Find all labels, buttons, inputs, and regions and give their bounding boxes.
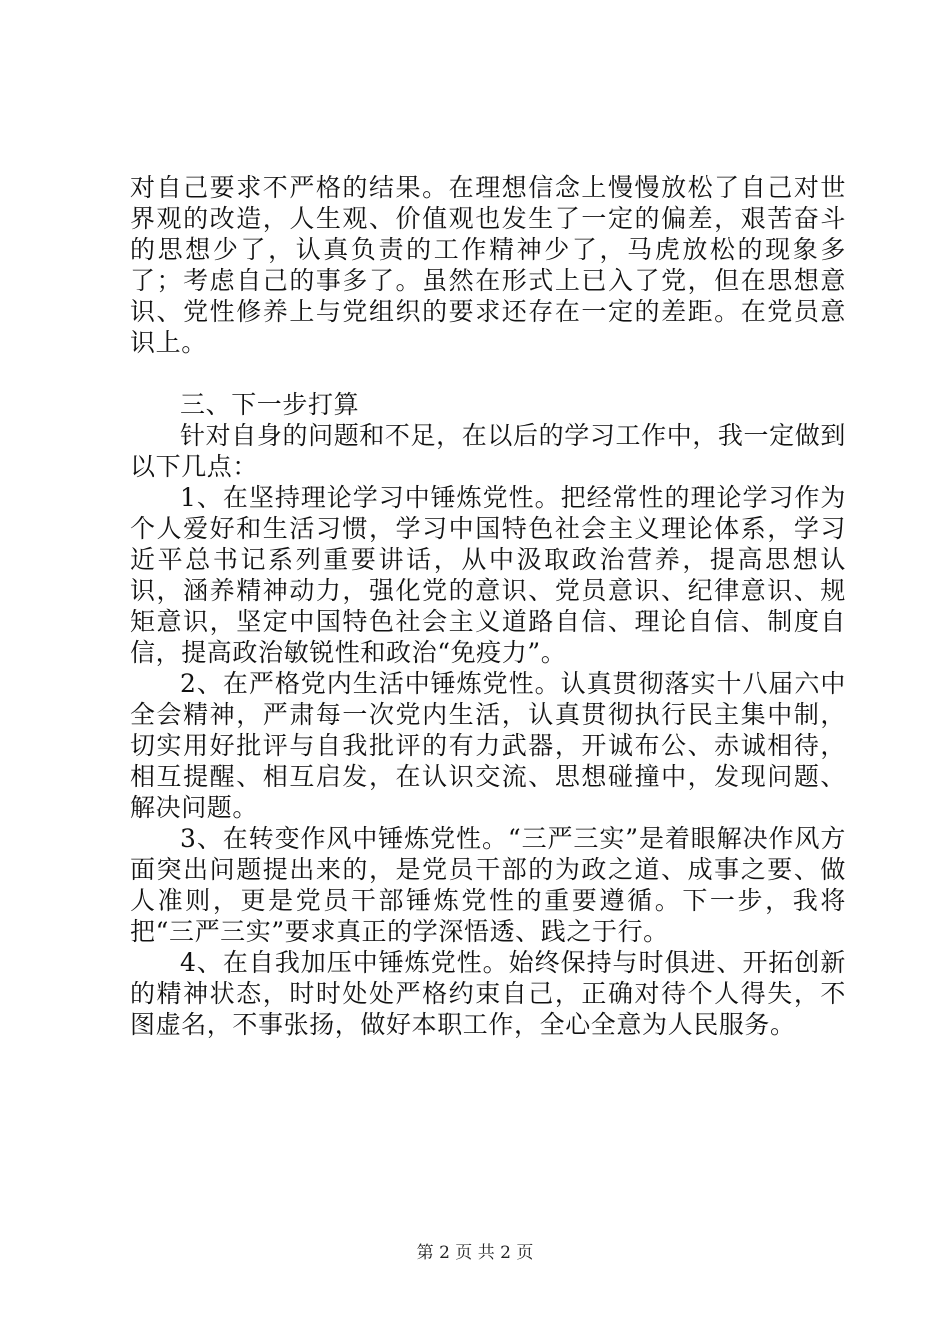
- list-item-1: 1、在坚持理论学习中锤炼党性。把经常性的理论学习作为个人爱好和生活习惯，学习中国特色社会主义理论体系，学习近平总书记系列重要讲话，从中汲取政治营养，提高思想认识，涵养精神动力，强化党的意识、党员意识、纪律意识、规矩意识，坚定中国特色社会主义道路自信、理论自信、制度自信，提高政治敏锐性和政治“免疫力”。: [130, 483, 846, 667]
- list-item-2: 2、在严格党内生活中锤炼党性。认真贯彻落实十八届六中全会精神，严肃每一次党内生活，认真贯彻执行民主集中制，切实用好批评与自我批评的有力武器，开诚布公、赤诚相待，相互提醒、相互启发，在认识交流、思想碰撞中，发现问题、解决问题。: [130, 669, 846, 822]
- list-item-4: 4、在自我加压中锤炼党性。始终保持与时俱进、开拓创新的精神状态，时时处处严格约束自己，正确对待个人得失，不图虚名，不事张扬，做好本职工作，全心全意为人民服务。: [130, 948, 846, 1039]
- document-body: [130, 172, 846, 1040]
- section-heading: 三、下一步打算: [180, 390, 360, 419]
- page-number: 第 2 页 共 2 页: [416, 1243, 534, 1263]
- page-footer: [0, 1243, 950, 1263]
- paragraph-gap: [130, 358, 846, 389]
- lead-paragraph: 针对自身的问题和不足，在以后的学习工作中，我一定做到以下几点：: [130, 421, 846, 481]
- intro-paragraph: 对自己要求不严格的结果。在理想信念上慢慢放松了自己对世界观的改造，人生观、价值观也发生了一定的偏差，艰苦奋斗的思想少了，认真负责的工作精神少了，马虎放松的现象多了；考虑自己的事多了。虽然在形式上已入了党，但在思想意识、党性修养上与党组织的要求还存在一定的差距。在党员意识上。: [130, 173, 846, 357]
- list-item-3: 3、在转变作风中锤炼党性。“三严三实”是着眼解决作风方面突出问题提出来的，是党员干部的为政之道、成事之要、做人准则，更是党员干部锤炼党性的重要遵循。下一步，我将把“三严三实”要求真正的学深悟透、践之于行。: [130, 824, 846, 946]
